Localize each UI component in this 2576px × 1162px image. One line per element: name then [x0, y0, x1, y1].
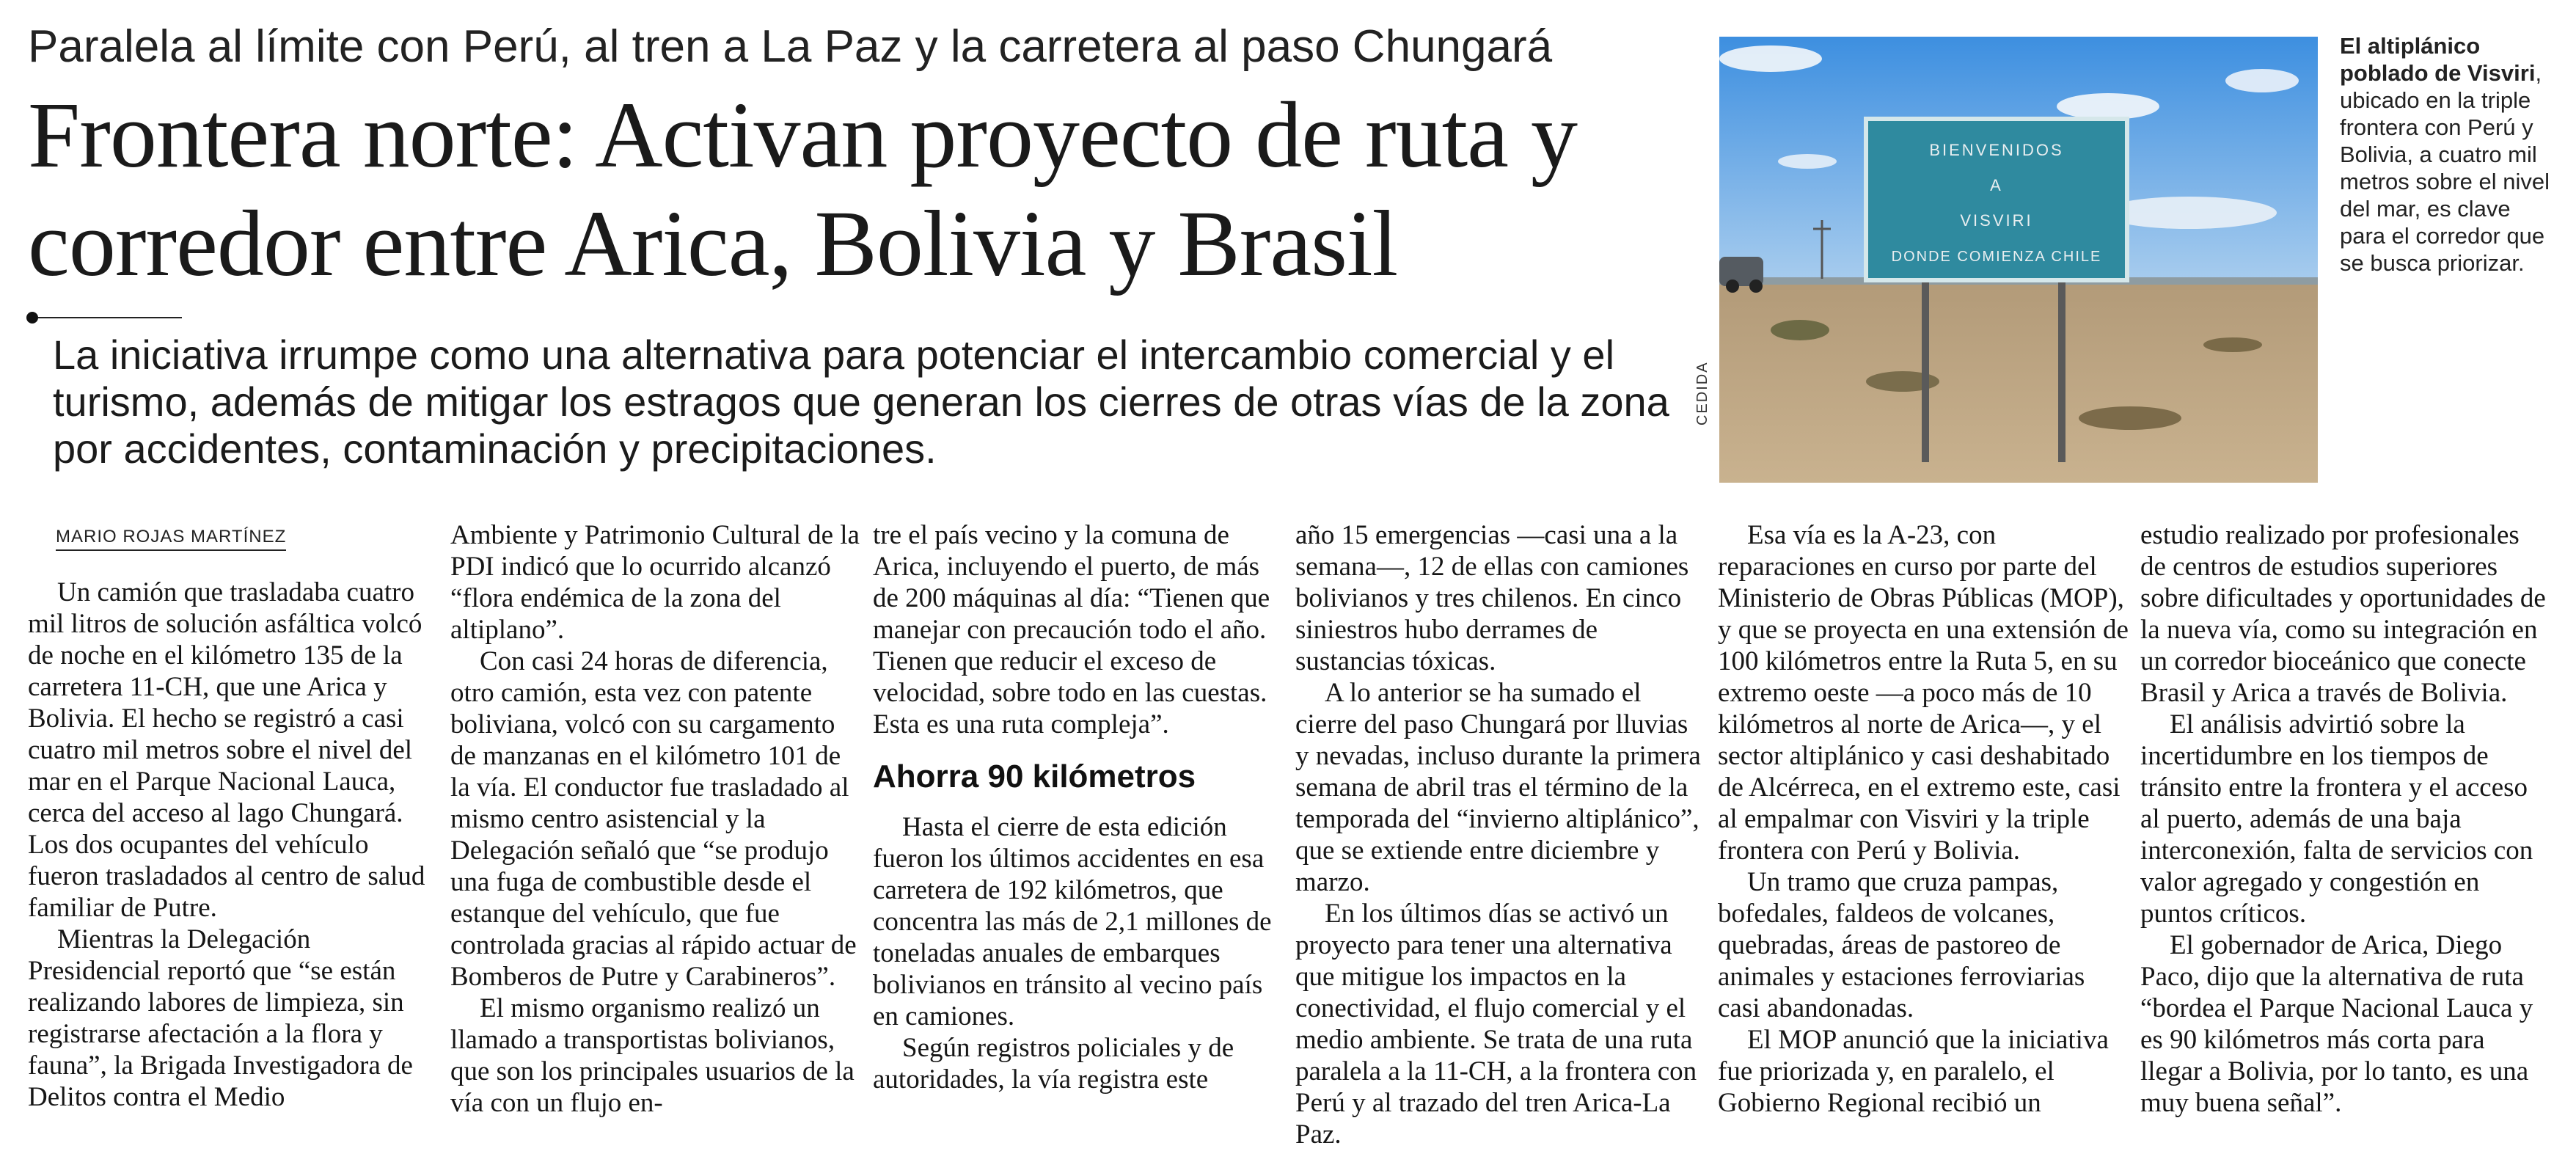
- paragraph: Un tramo que cruza pampas, bofedales, faldeos de volcanes, quebradas, áreas de pastoreo de animales y estaciones ferroviarias casi abandonadas.: [1718, 867, 2085, 1023]
- paragraph: Esa vía es la A-23, con reparaciones en curso por parte del Ministerio de Obras Públicas (MOP), y que se proyecta en una extensión de 100 kilómetros entre la Ruta 5, en su extremo oeste —a poco más de 10 kilómetros al norte de Arica—, y el sector altiplánico y casi deshabitado de Alcérreca, en el extremo este, casi al empalmar con Visviri y la triple frontera con Perú y Bolivia.: [1718, 520, 2129, 866]
- visviri-sign-illustration: [1719, 37, 2318, 483]
- column-1: [28, 577, 439, 1113]
- paragraph: Ambiente y Patrimonio Cultural de la PDI indicó que lo ocurrido alcanzó “flora endémica de la zona del altiplano”.: [450, 520, 860, 645]
- visviri-photo: [1719, 37, 2318, 483]
- column-2: [450, 519, 861, 1119]
- paragraph: estudio realizado por profesionales de centros de estudios superiores sobre dificultades y oportunidades de la nueva vía, como su integración en un corredor bioceánico que conecte Brasil y Arica a través de Bolivia.: [2140, 520, 2546, 708]
- sign-line-4: DONDE COMIENZA CHILE: [1891, 249, 2102, 265]
- kicker: Paralela al límite con Perú, al tren a La Paz y la carretera al paso Chungará: [28, 21, 1553, 72]
- rule-dot: [26, 312, 38, 324]
- caption-text: , ubicado en la triple frontera con Perú y Bolivia, a cuatro mil metros sobre el nivel del mar, es clave para el corredor que se busca priorizar.: [2340, 60, 2550, 276]
- column-6: [2140, 519, 2551, 1119]
- paragraph: Según registros policiales y de autoridades, la vía registra este: [873, 1033, 1234, 1095]
- paragraph: El análisis advirtió sobre la incertidumbre en los tiempos de tránsito entre la frontera y el acceso al puerto, además de una baja interconexión, falta de servicios con valor agregado y congestión en puntos críticos.: [2140, 709, 2533, 929]
- paragraph: A lo anterior se ha sumado el cierre del paso Chungará por lluvias y nevadas, incluso durante la primera semana de abril tras el término de la temporada del “invierno altiplánico”, que se extiende entre diciembre y marzo.: [1295, 678, 1701, 897]
- photo-caption: [2340, 32, 2560, 277]
- photo-credit: CEDIDA: [1694, 361, 1710, 425]
- subhead: Ahorra 90 kilómetros: [873, 759, 1196, 794]
- paragraph: En los últimos días se activó un proyecto para tener una alternativa que mitigue los impactos en la conectividad, el flujo comercial y el medio ambiente. Se trata de una ruta paralela a la 11-CH, a la frontera con Perú y al trazado del tren Arica-La Paz.: [1295, 899, 1697, 1150]
- column-4: [1295, 519, 1706, 1150]
- rule-line: [38, 317, 182, 318]
- paragraph: El gobernador de Arica, Diego Paco, dijo que la alternativa de ruta “bordea el Parque Nacional Lauca y es 90 kilómetros más corta para llegar a Bolivia, por lo tanto, es una muy buena señal”.: [2140, 930, 2533, 1118]
- paragraph: Mientras la Delegación Presidencial reportó que “se están realizando labores de limpieza, sin registrarse afectación a la flora y fauna”, la Brigada Investigadora de Delitos contra el Medio: [28, 924, 413, 1112]
- sign-line-2: A: [1990, 176, 2003, 194]
- paragraph: El mismo organismo realizó un llamado a transportistas bolivianos, que son los principales usuarios de la vía con un flujo en-: [450, 993, 855, 1118]
- caption-bold: El altiplánico poblado de Visviri: [2340, 33, 2536, 86]
- paragraph: Hasta el cierre de esta edición fueron los últimos accidentes en esa carretera de 192 kilómetros, que concentra las más de 2,1 millones de toneladas anuales de embarques bolivianos en tránsito al vecino país en camiones.: [873, 812, 1272, 1031]
- headline: Frontera norte: Activan proyecto de ruta y corredor entre Arica, Bolivia y Brasil: [28, 83, 1577, 296]
- paragraph: Un camión que trasladaba cuatro mil litros de solución asfáltica volcó de noche en el kilómetro 135 de la carretera 11-CH, que une Arica y Bolivia. El hecho se registró a casi cuatro mil metros sobre el nivel del mar en el Parque Nacional Lauca, cerca del acceso al lago Chungará. Los dos ocupantes del vehículo fueron trasladados al centro de salud familiar de Putre.: [28, 577, 425, 923]
- sign-line-1: BIENVENIDOS: [1929, 141, 2064, 159]
- column-5: [1718, 519, 2129, 1119]
- column-3: [873, 519, 1284, 1095]
- paragraph: El MOP anunció que la iniciativa fue priorizada y, en paralelo, el Gobierno Regional recibió un: [1718, 1025, 2109, 1118]
- byline: MARIO ROJAS MARTÍNEZ: [56, 527, 286, 551]
- sign-line-3: VISVIRI: [1960, 211, 2033, 230]
- paragraph: año 15 emergencias —casi una a la semana—, 12 de ellas con camiones bolivianos y tres chilenos. En cinco siniestros hubo derrames de sustancias tóxicas.: [1295, 520, 1689, 676]
- paragraph: Con casi 24 horas de diferencia, otro camión, esta vez con patente boliviana, volcó con su cargamento de manzanas en el kilómetro 101 de la vía. El conductor fue trasladado al mismo centro asistencial y la Delegación señaló que “se produjo una fuga de combustible desde el estanque del vehículo, que fue controlada gracias al rápido actuar de Bomberos de Putre y Carabineros”.: [450, 646, 857, 992]
- deck: La iniciativa irrumpe como una alternativa para potenciar el intercambio comercial y el turismo, además de mitigar los estragos que generan los cierres de otras vías de la zona por accidentes, contaminación y precipitaciones.: [53, 332, 1669, 472]
- paragraph: tre el país vecino y la comuna de Arica, incluyendo el puerto, de más de 200 máquinas al día: “Tienen que manejar con precaución todo el año. Tienen que reducir el exceso de velocidad, sobre todo en las cuestas. Esta es una ruta compleja”.: [873, 520, 1270, 739]
